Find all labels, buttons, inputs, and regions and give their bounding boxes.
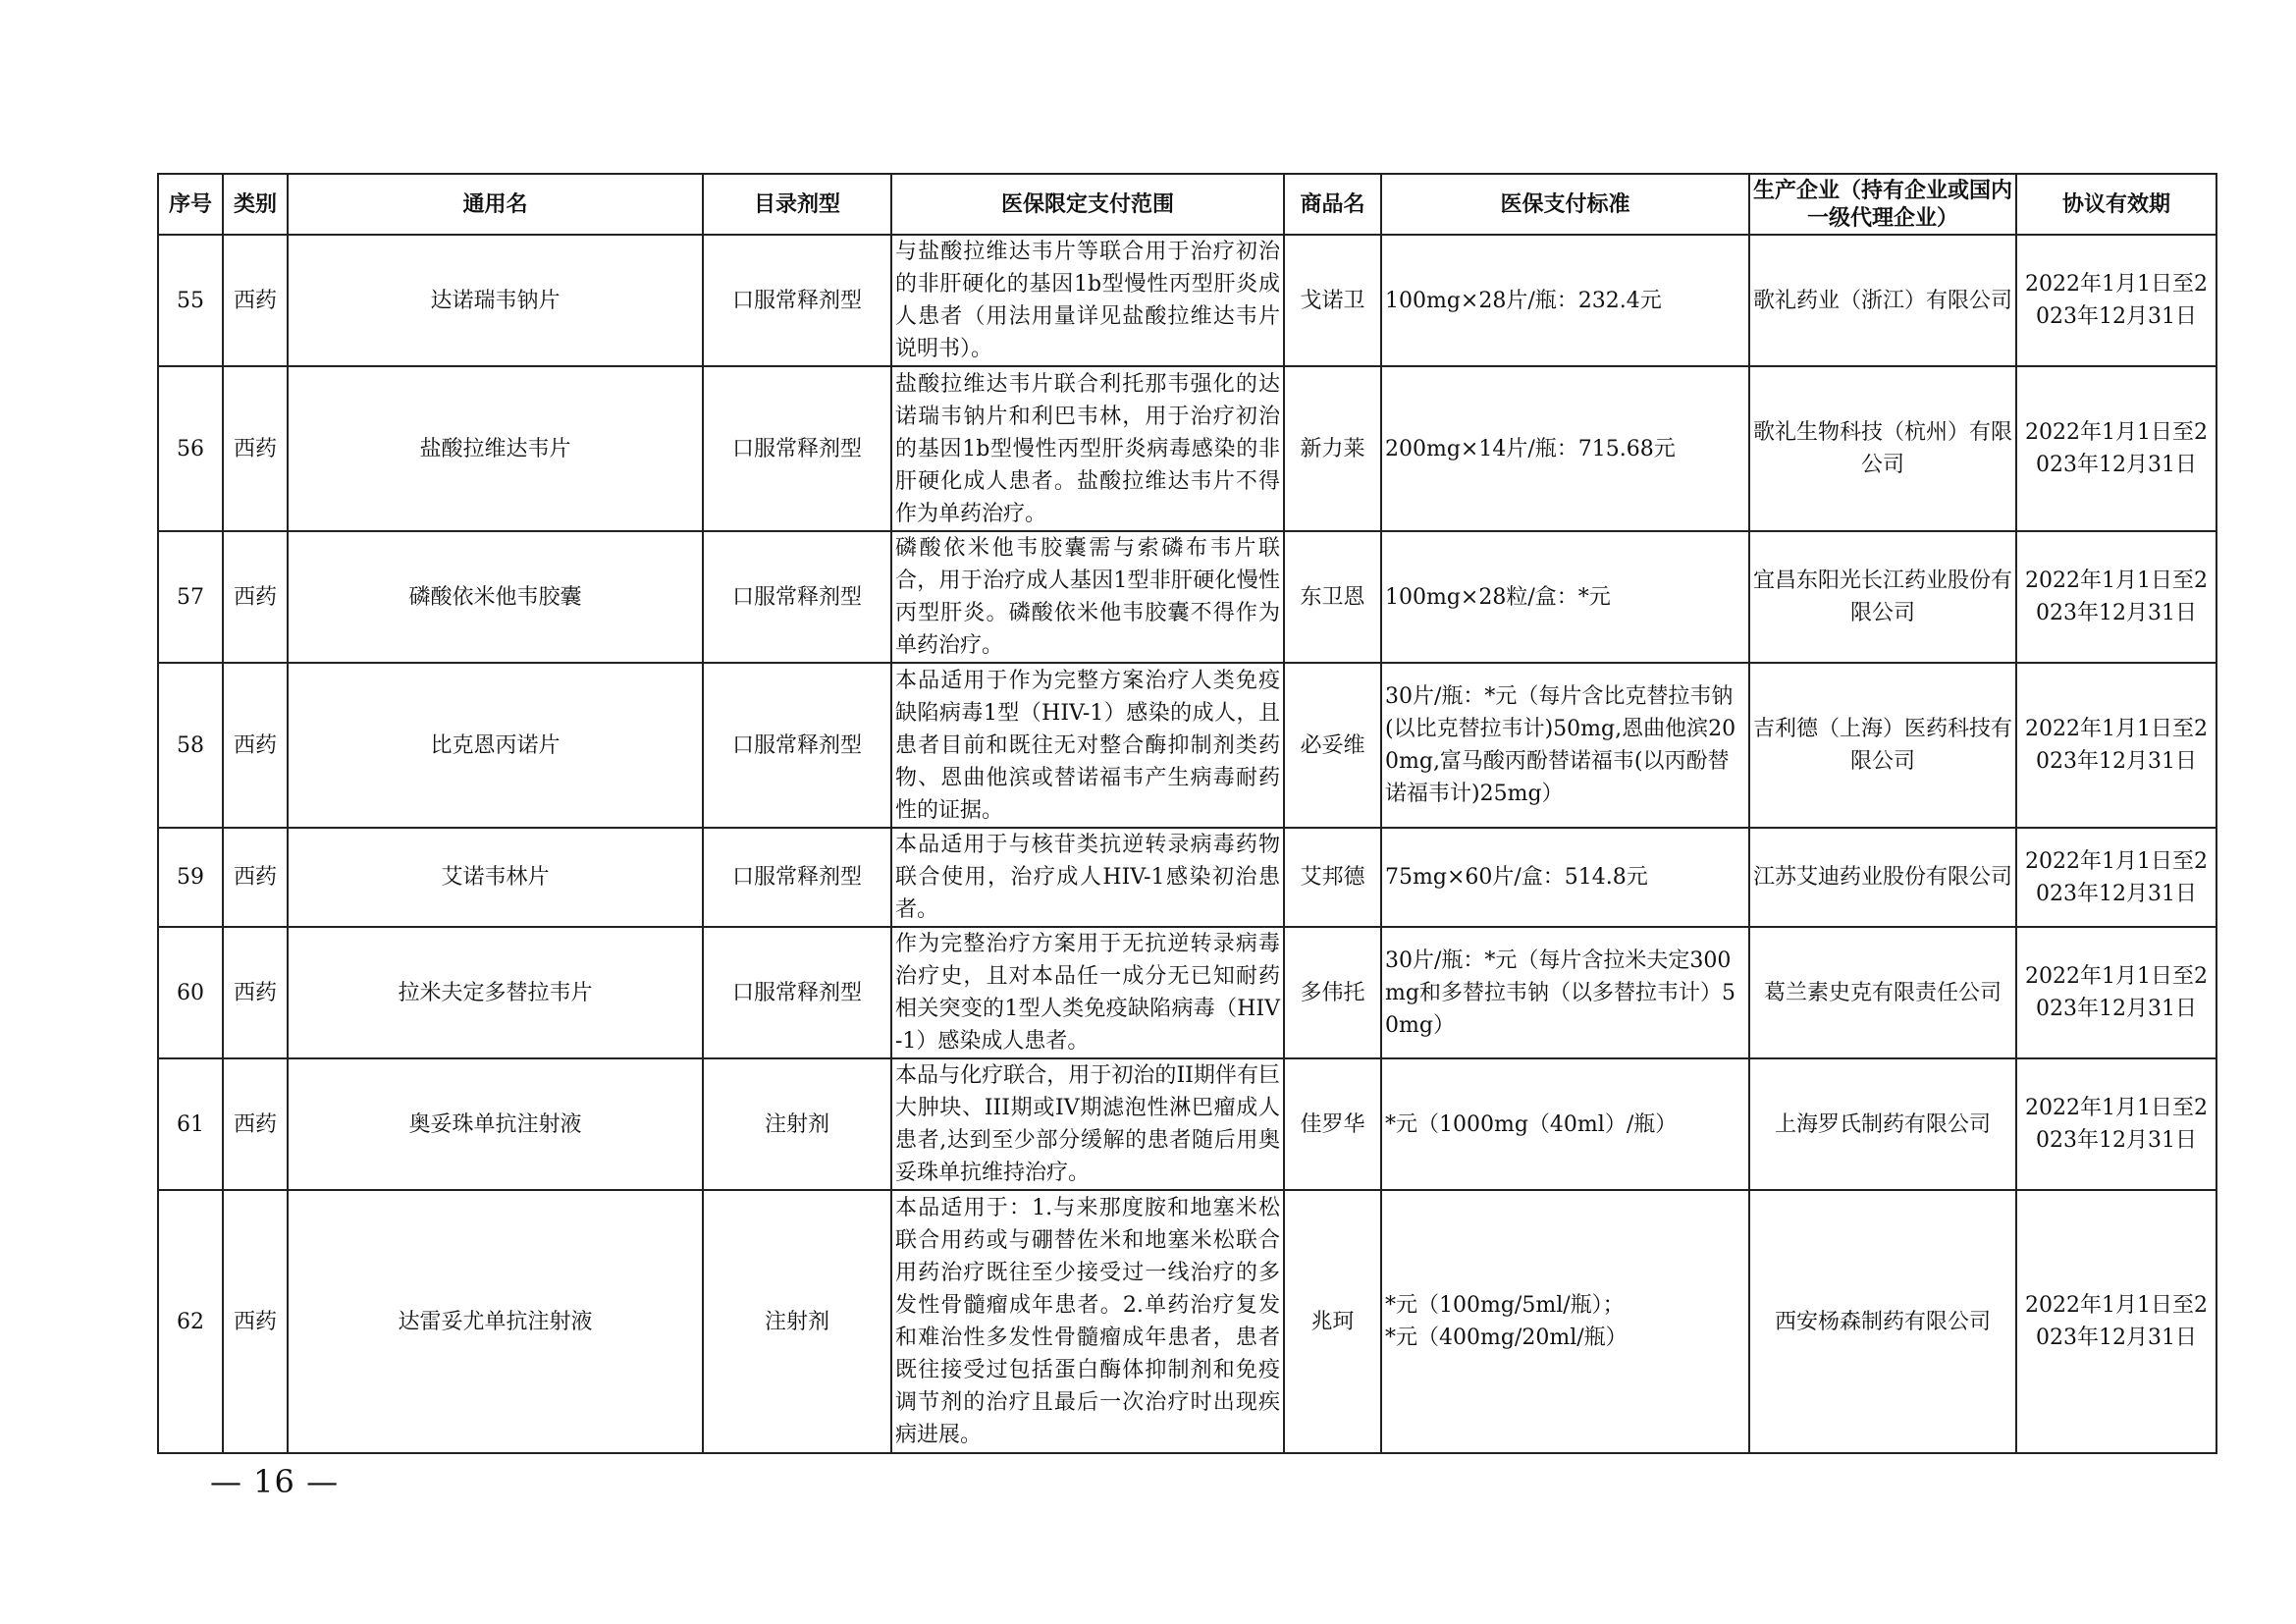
row-validity: 2022年1月1日至2023年12月31日	[2016, 531, 2216, 663]
header-standard: 医保支付标准	[1381, 174, 1749, 235]
row-scope: 盐酸拉维达韦片联合利托那韦强化的达诺瑞韦钠片和利巴韦林，用于治疗初治的基因1b型慢性丙型肝炎病毒感染的非肝硬化成人患者。盐酸拉维达韦片不得作为单药治疗。	[891, 366, 1284, 531]
row-no: 55	[158, 235, 223, 366]
row-no: 59	[158, 828, 223, 927]
header-validity: 协议有效期	[2016, 174, 2216, 235]
row-validity: 2022年1月1日至2023年12月31日	[2016, 663, 2216, 828]
row-category: 西药	[223, 1190, 288, 1453]
row-scope: 本品与化疗联合，用于初治的II期伴有巨大肿块、III期或IV期滤泡性淋巴瘤成人患者,达到至少部分缓解的患者随后用奥妥珠单抗维持治疗。	[891, 1058, 1284, 1190]
row-brand: 戈诺卫	[1284, 235, 1381, 366]
header-dosage-form: 目录剂型	[703, 174, 891, 235]
row-dosage-form: 口服常释剂型	[703, 235, 891, 366]
row-dosage-form: 口服常释剂型	[703, 663, 891, 828]
row-standard: 30片/瓶：*元（每片含比克替拉韦钠(以比克替拉韦计)50mg,恩曲他滨200mg,富马酸丙酚替诺福韦(以丙酚替诺福韦计)25mg）	[1381, 663, 1749, 828]
row-category: 西药	[223, 663, 288, 828]
row-generic-name: 达诺瑞韦钠片	[288, 235, 703, 366]
row-scope: 本品适用于与核苷类抗逆转录病毒药物联合使用，治疗成人HIV-1感染初治患者。	[891, 828, 1284, 927]
table-row	[158, 1190, 2216, 1453]
row-dosage-form: 注射剂	[703, 1190, 891, 1453]
row-generic-name: 盐酸拉维达韦片	[288, 366, 703, 531]
row-dosage-form: 注射剂	[703, 1058, 891, 1190]
row-generic-name: 达雷妥尤单抗注射液	[288, 1190, 703, 1453]
row-no: 62	[158, 1190, 223, 1453]
row-validity: 2022年1月1日至2023年12月31日	[2016, 235, 2216, 366]
header-category: 类别	[223, 174, 288, 235]
row-dosage-form: 口服常释剂型	[703, 366, 891, 531]
row-manufacturer: 歌礼药业（浙江）有限公司	[1749, 235, 2016, 366]
row-brand: 东卫恩	[1284, 531, 1381, 663]
row-no: 61	[158, 1058, 223, 1190]
row-manufacturer: 江苏艾迪药业股份有限公司	[1749, 828, 2016, 927]
row-standard: *元（1000mg（40ml）/瓶）	[1381, 1058, 1749, 1190]
table-row	[158, 1058, 2216, 1190]
row-scope: 作为完整治疗方案用于无抗逆转录病毒治疗史，且对本品任一成分无已知耐药相关突变的1型人类免疫缺陷病毒（HIV-1）感染成人患者。	[891, 927, 1284, 1058]
row-generic-name: 拉米夫定多替拉韦片	[288, 927, 703, 1058]
row-brand: 必妥维	[1284, 663, 1381, 828]
row-brand: 佳罗华	[1284, 1058, 1381, 1190]
row-manufacturer: 吉利德（上海）医药科技有限公司	[1749, 663, 2016, 828]
row-dosage-form: 口服常释剂型	[703, 531, 891, 663]
row-validity: 2022年1月1日至2023年12月31日	[2016, 828, 2216, 927]
row-brand: 兆珂	[1284, 1190, 1381, 1453]
row-no: 56	[158, 366, 223, 531]
row-no: 58	[158, 663, 223, 828]
row-brand: 艾邦德	[1284, 828, 1381, 927]
row-validity: 2022年1月1日至2023年12月31日	[2016, 1190, 2216, 1453]
row-scope: 磷酸依米他韦胶囊需与索磷布韦片联合，用于治疗成人基因1型非肝硬化慢性丙型肝炎。磷酸依米他韦胶囊不得作为单药治疗。	[891, 531, 1284, 663]
table-row	[158, 663, 2216, 828]
row-validity: 2022年1月1日至2023年12月31日	[2016, 927, 2216, 1058]
row-generic-name: 磷酸依米他韦胶囊	[288, 531, 703, 663]
row-manufacturer: 歌礼生物科技（杭州）有限公司	[1749, 366, 2016, 531]
row-brand: 新力莱	[1284, 366, 1381, 531]
row-standard: 100mg×28片/瓶：232.4元	[1381, 235, 1749, 366]
row-scope: 与盐酸拉维达韦片等联合用于治疗初治的非肝硬化的基因1b型慢性丙型肝炎成人患者（用法用量详见盐酸拉维达韦片说明书）。	[891, 235, 1284, 366]
row-scope: 本品适用于：1.与来那度胺和地塞米松联合用药或与硼替佐米和地塞米松联合用药治疗既往至少接受过一线治疗的多发性骨髓瘤成年患者。2.单药治疗复发和难治性多发性骨髓瘤成年患者，患者既往接受过包括蛋白酶体抑制剂和免疫调节剂的治疗且最后一次治疗时出现疾病进展。	[891, 1190, 1284, 1453]
row-no: 60	[158, 927, 223, 1058]
table-row	[158, 828, 2216, 927]
header-scope: 医保限定支付范围	[891, 174, 1284, 235]
table-row	[158, 531, 2216, 663]
page-number: — 16 —	[210, 1463, 340, 1500]
row-category: 西药	[223, 531, 288, 663]
row-standard: 200mg×14片/瓶：715.68元	[1381, 366, 1749, 531]
row-manufacturer: 上海罗氏制药有限公司	[1749, 1058, 2016, 1190]
row-dosage-form: 口服常释剂型	[703, 828, 891, 927]
row-no: 57	[158, 531, 223, 663]
row-validity: 2022年1月1日至2023年12月31日	[2016, 366, 2216, 531]
row-category: 西药	[223, 235, 288, 366]
row-category: 西药	[223, 1058, 288, 1190]
header-generic-name: 通用名	[288, 174, 703, 235]
header-manufacturer: 生产企业（持有企业或国内一级代理企业）	[1749, 174, 2016, 235]
row-manufacturer: 宜昌东阳光长江药业股份有限公司	[1749, 531, 2016, 663]
header-brand: 商品名	[1284, 174, 1381, 235]
row-standard: 100mg×28粒/盒：*元	[1381, 531, 1749, 663]
row-standard: 30片/瓶：*元（每片含拉米夫定300mg和多替拉韦钠（以多替拉韦计）50mg）	[1381, 927, 1749, 1058]
header-no: 序号	[158, 174, 223, 235]
header-row	[158, 174, 2216, 235]
row-generic-name: 奥妥珠单抗注射液	[288, 1058, 703, 1190]
row-standard: *元（100mg/5ml/瓶）； *元（400mg/20ml/瓶）	[1381, 1190, 1749, 1453]
table-row	[158, 235, 2216, 366]
drug-list-table	[157, 173, 2217, 1454]
row-category: 西药	[223, 927, 288, 1058]
row-brand: 多伟托	[1284, 927, 1381, 1058]
row-generic-name: 比克恩丙诺片	[288, 663, 703, 828]
table-row	[158, 366, 2216, 531]
row-generic-name: 艾诺韦林片	[288, 828, 703, 927]
row-manufacturer: 西安杨森制药有限公司	[1749, 1190, 2016, 1453]
row-category: 西药	[223, 828, 288, 927]
row-manufacturer: 葛兰素史克有限责任公司	[1749, 927, 2016, 1058]
row-standard: 75mg×60片/盒：514.8元	[1381, 828, 1749, 927]
row-category: 西药	[223, 366, 288, 531]
row-dosage-form: 口服常释剂型	[703, 927, 891, 1058]
row-scope: 本品适用于作为完整方案治疗人类免疫缺陷病毒1型（HIV-1）感染的成人，且患者目前和既往无对整合酶抑制剂类药物、恩曲他滨或替诺福韦产生病毒耐药性的证据。	[891, 663, 1284, 828]
table-row	[158, 927, 2216, 1058]
row-validity: 2022年1月1日至2023年12月31日	[2016, 1058, 2216, 1190]
